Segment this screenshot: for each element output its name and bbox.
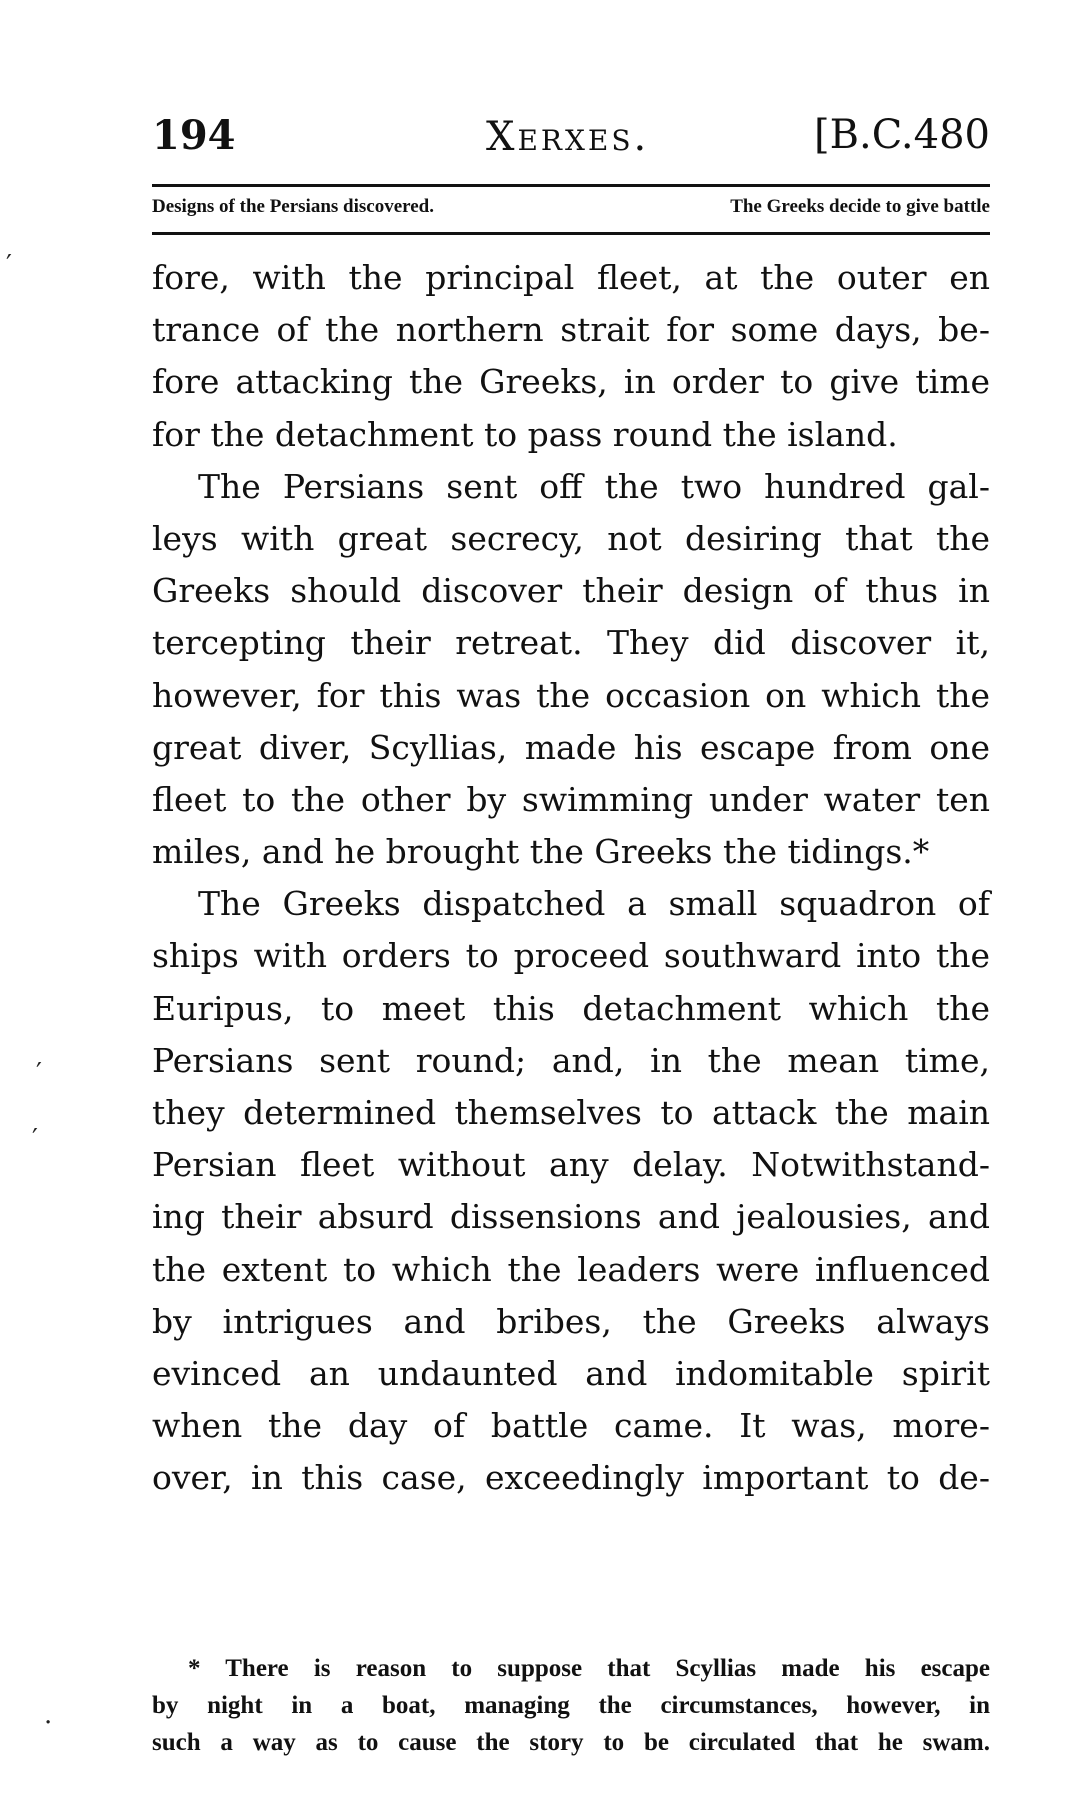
body-line: for the detachment to pass round the island. — [152, 414, 898, 454]
body-line: when the day of battle came. It was, more- — [152, 1406, 990, 1446]
body-line: miles, and he brought the Greeks the tidings.* — [152, 832, 930, 872]
body-line: Persian fleet without any delay. Notwithstand- — [152, 1145, 990, 1185]
footnote-line: by night in a boat, managing the circumstances, however, in — [152, 1692, 990, 1719]
header-rule-top — [152, 184, 990, 187]
body-line: ships with orders to proceed southward into the — [152, 936, 990, 976]
subhead-left: Designs of the Persians discovered. — [152, 196, 434, 217]
page-number: 194 — [152, 112, 236, 159]
body-line: fore attacking the Greeks, in order to give time — [152, 362, 990, 402]
body-line: tercepting their retreat. They did discover it, — [152, 623, 990, 663]
header-rule-bottom — [152, 232, 990, 235]
body-line: evinced an undaunted and indomitable spirit — [152, 1353, 990, 1393]
body-line: however, for this was the occasion on which the — [152, 675, 990, 715]
body-line: The Persians sent off the two hundred gal- — [198, 466, 990, 506]
body-line: fleet to the other by swimming under water ten — [152, 779, 990, 819]
subhead-right: The Greeks decide to give battle — [730, 196, 990, 217]
margin-tick-mark: ′ — [36, 1058, 42, 1088]
footnote-line: * There is reason to suppose that Scyllias made his escape — [188, 1655, 990, 1682]
body-line: Persians sent round; and, in the mean time, — [152, 1040, 990, 1080]
body-line: leys with great secrecy, not desiring that the — [152, 518, 990, 558]
body-line: by intrigues and bribes, the Greeks always — [152, 1301, 990, 1341]
body-line: Euripus, to meet this detachment which the — [152, 988, 990, 1028]
body-line: ing their absurd dissensions and jealousies, and — [152, 1197, 990, 1237]
body-line: the extent to which the leaders were influenced — [152, 1249, 990, 1289]
footnote-line: such a way as to cause the story to be circulated that he swam. — [152, 1729, 990, 1756]
margin-tick-mark: ′ — [32, 1124, 38, 1154]
body-line: Greeks should discover their design of thus in — [152, 571, 990, 611]
footnote — [152, 1650, 990, 1761]
margin-tick-mark: ′ — [6, 250, 12, 280]
page-subheads — [152, 196, 990, 226]
body-line: The Greeks dispatched a small squadron of — [198, 884, 990, 924]
date-range: [B.C.480 — [814, 112, 990, 158]
body-line: over, in this case, exceedingly important to de- — [152, 1458, 990, 1498]
body-line: great diver, Scyllias, made his escape from one — [152, 727, 990, 767]
body-line: fore, with the principal fleet, at the outer en — [152, 258, 990, 297]
body-line: they determined themselves to attack the main — [152, 1093, 990, 1132]
margin-dot-mark: · — [44, 1708, 53, 1738]
running-title: Xerxes. — [486, 114, 650, 160]
body-line: trance of the northern strait for some days, be- — [152, 310, 990, 350]
body-text — [152, 252, 990, 1505]
page-header — [152, 112, 990, 172]
